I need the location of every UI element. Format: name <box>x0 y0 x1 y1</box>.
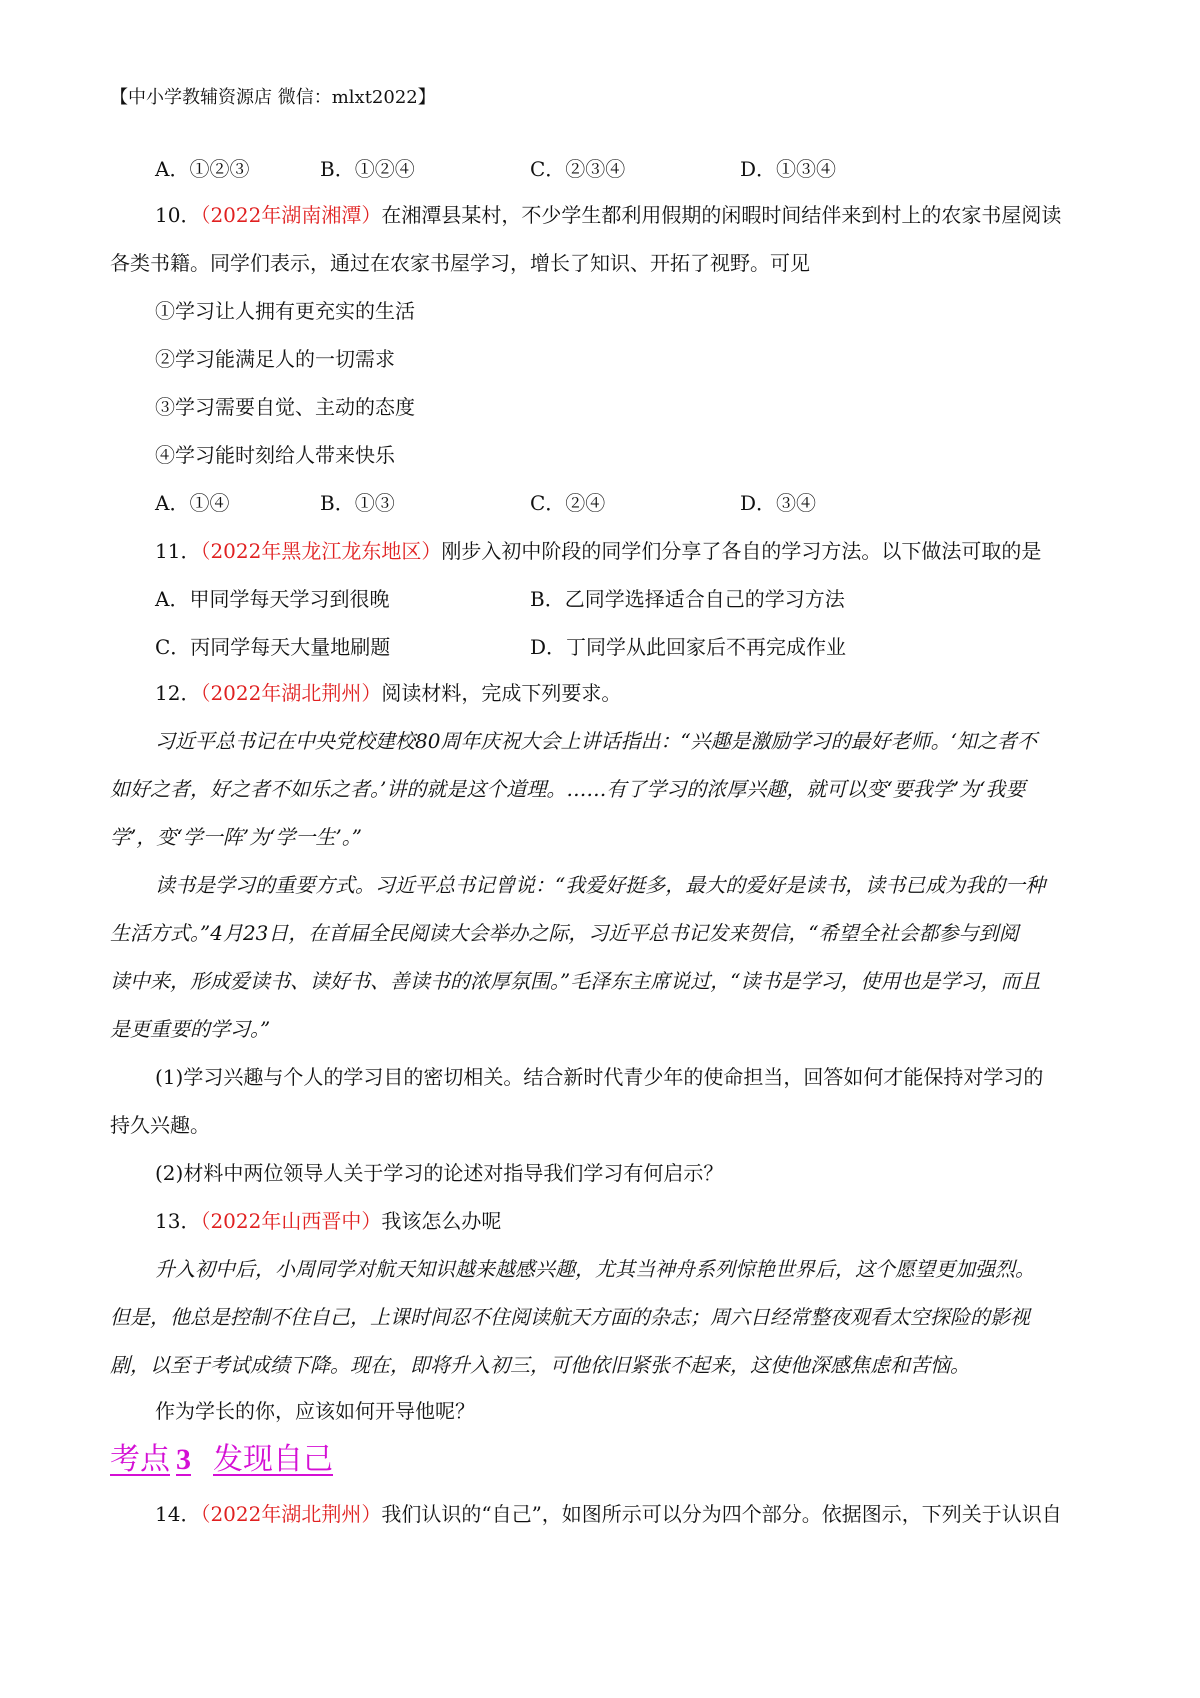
q11-option-b: B．乙同学选择适合自己的学习方法 <box>530 587 845 611</box>
q12-sub1-line2: 持久兴趣。 <box>110 1113 210 1137</box>
q13-stem: 我该怎么办呢 <box>381 1209 502 1233</box>
q12-sub1-line1: (1)学习兴趣与个人的学习目的密切相关。结合新时代青少年的使命担当，回答如何才能保持对学习的 <box>155 1065 1044 1089</box>
q12-material-line7: 是更重要的学习。” <box>110 1017 271 1041</box>
q9-option-d: D．①③④ <box>740 157 837 181</box>
q14-number: 14． <box>155 1502 201 1526</box>
q10-stem: 在湘潭县某村，不少学生都利用假期的闲暇时间结伴来到村上的农家书屋阅读 <box>381 203 1062 227</box>
q11-stem-line <box>155 541 1041 561</box>
q10-source: （2022年湖南湘潭） <box>200 203 382 227</box>
q11-number: 11． <box>155 539 201 563</box>
q10-item-2: ②学习能满足人的一切需求 <box>155 347 395 371</box>
q13-stem-line <box>155 1211 501 1231</box>
q9-option-b: B．①②④ <box>320 157 415 181</box>
q12-stem-line <box>155 683 621 703</box>
q10-option-d: D．③④ <box>740 491 817 515</box>
q11-option-a: A．甲同学每天学习到很晚 <box>155 587 390 611</box>
q10-stem-line2: 各类书籍。同学们表示，通过在农家书屋学习，增长了知识、开拓了视野。可见 <box>110 251 810 275</box>
q9-option-a: A．①②③ <box>155 157 250 181</box>
q10-option-b: B．①③ <box>320 491 395 515</box>
q14-stem: 我们认识的“自己”，如图所示可以分为四个部分。依据图示，下列关于认识自 <box>381 1502 1062 1526</box>
q12-material-line4: 读书是学习的重要方式。习近平总书记曾说：“我爱好挺多，最大的爱好是读书，读书已成为我的一种 <box>155 873 1046 897</box>
q12-material-line1: 习近平总书记在中央党校建校80周年庆祝大会上讲话指出：“兴趣是激励学习的最好老师。‘知之者不 <box>155 729 1038 753</box>
q12-material-line6: 读中来，形成爱读书、读好书、善读书的浓厚氛围。”毛泽东主席说过，“读书是学习，使用也是学习，而且 <box>110 969 1041 993</box>
q11-source: （2022年黑龙江龙东地区） <box>200 539 442 563</box>
page-header: 【中小学教辅资源店 微信：mlxt2022】 <box>110 87 436 108</box>
q12-material-line2: 如好之者，好之者不如乐之者。’讲的就是这个道理。……有了学习的浓厚兴趣，就可以变‘要我学’为‘我要 <box>110 777 1026 801</box>
q13-source: （2022年山西晋中） <box>200 1209 382 1233</box>
q10-option-a: A．①④ <box>155 491 230 515</box>
q13-material-line2: 但是，他总是控制不住自己，上课时间忍不住阅读航天方面的杂志；周六日经常整夜观看太空探险的影视 <box>110 1305 1030 1329</box>
section-heading <box>110 1442 333 1477</box>
q10-item-1: ①学习让人拥有更充实的生活 <box>155 299 415 323</box>
q14-source: （2022年湖北荆州） <box>200 1502 382 1526</box>
q12-source: （2022年湖北荆州） <box>200 681 382 705</box>
q12-stem: 阅读材料，完成下列要求。 <box>381 681 622 705</box>
q10-item-4: ④学习能时刻给人带来快乐 <box>155 443 395 467</box>
q11-option-c: C．丙同学每天大量地刷题 <box>155 635 391 659</box>
q9-option-c: C．②③④ <box>530 157 626 181</box>
q12-number: 12． <box>155 681 201 705</box>
q12-material-line5: 生活方式。”4月23日，在首届全民阅读大会举办之际，习近平总书记发来贺信，“希望全社会都参与到阅 <box>110 921 1019 945</box>
q14-stem-line <box>155 1504 1062 1524</box>
q13-number: 13． <box>155 1209 201 1233</box>
section-title: 发现自己 <box>213 1442 333 1477</box>
q11-stem: 刚步入初中阶段的同学们分享了各自的学习方法。以下做法可取的是 <box>441 539 1042 563</box>
q12-material-line3: 学’，变‘学一阵’为‘学一生’。” <box>110 825 363 849</box>
section-number: 3 <box>176 1443 191 1476</box>
section-label: 考点 <box>110 1442 170 1477</box>
q13-ask: 作为学长的你，应该如何开导他呢？ <box>155 1399 475 1423</box>
q10-item-3: ③学习需要自觉、主动的态度 <box>155 395 415 419</box>
q12-sub2: (2)材料中两位领导人关于学习的论述对指导我们学习有何启示？ <box>155 1161 724 1185</box>
q13-material-line1: 升入初中后，小周同学对航天知识越来越感兴趣，尤其当神舟系列惊艳世界后，这个愿望更加强烈。 <box>155 1257 1035 1281</box>
q10-option-c: C．②④ <box>530 491 606 515</box>
q10-stem-line1 <box>155 205 1061 225</box>
q11-option-d: D．丁同学从此回家后不再完成作业 <box>530 635 847 659</box>
q10-number: 10． <box>155 203 201 227</box>
q13-material-line3: 剧，以至于考试成绩下降。现在，即将升入初三，可他依旧紧张不起来，这使他深感焦虑和苦恼。 <box>110 1353 970 1377</box>
